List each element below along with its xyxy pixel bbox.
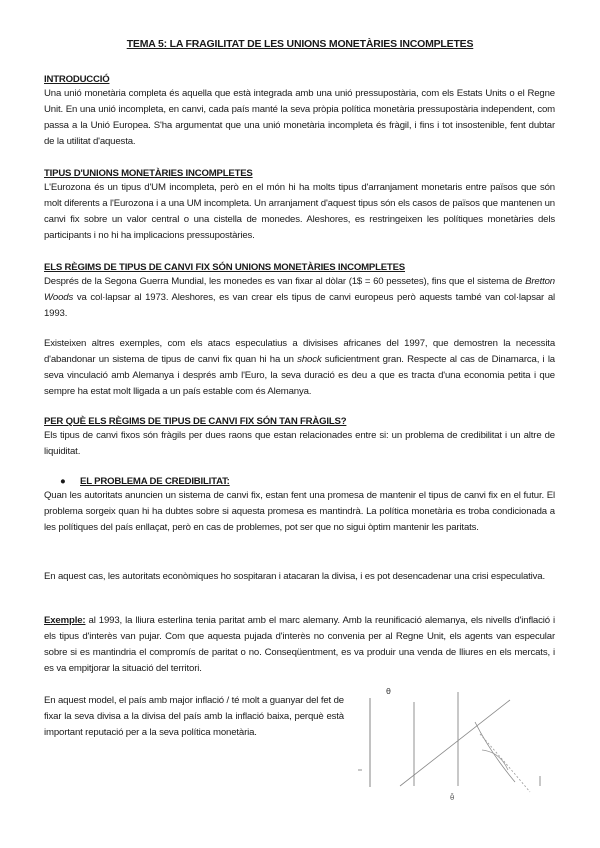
heading-regims-canvi-fix: ELS RÈGIMS DE TIPUS DE CANVI FIX SÓN UNIONS MONETÀRIES INCOMPLETES [44,262,405,273]
bretton-woods-italic: Bretton Woods [44,276,555,303]
graph-label-top: θ [386,687,391,696]
paragraph-model-inflacio: En aquest model, el país amb major inflació / té molt a guanyar del fet de fixar la seva divisa a la divisa del país amb la inflació baixa, perquè està important reputació per a la seva política monetària. [44,695,344,738]
graph-label-bottom: θ̄ [450,794,455,802]
graph-curve-2 [480,734,530,792]
paragraph-crisi-especulativa: En aquest cas, les autoritats econòmiques ho sospitaran i atacaran la divisa, i es pot desencadenar una crisi especulativa. [44,571,545,582]
heading-introduccio: INTRODUCCIÓ [44,74,110,85]
example-label: Exemple: [44,615,86,626]
paragraph-bretton-woods: Després de la Segona Guerra Mundial, les monedes es van fixar al dòlar (1$ = 60 pessetes), fins que el sistema de Bretton Woods va col·lapsar al 1973. Aleshores, es van crear els tipus de canvi europeus però aquests també van col·lapsar al 1993. [44,276,555,319]
credibility-graph [340,682,560,802]
shock-italic: shock [297,354,322,365]
heading-tipus-unions: TIPUS D'UNIONS MONETÀRIES INCOMPLETES [44,168,253,179]
graph-curve-3 [482,750,508,770]
heading-per-que-fragils: PER QUÈ ELS RÈGIMS DE TIPUS DE CANVI FIX SÓN TAN FRÀGILS? [44,416,347,427]
page-title: TEMA 5: LA FRAGILITAT DE LES UNIONS MONETÀRIES INCOMPLETES [126,38,474,50]
paragraph-atacs-especulatius: Existeixen altres exemples, com els atacs especulatius a divisises africanes del 1997, que demostren la necessita d'abandonar un sistema de tipus de canvi fix quan hi ha un shock suficientment gran. Respecte al cas de Dinamarca, i la seva vinculació amb Alemanya i després amb l'Euro, la seva duració es deu a que es tracta d'una economia petita i que sempre ha estat molt lligada a un país estable com és Alemanya. [44,338,555,397]
bullet-label: EL PROBLEMA DE CREDIBILITAT: [80,476,230,487]
bullet-dot: ● [60,476,66,487]
paragraph-credibilitat: Quan les autoritats anuncien un sistema de canvi fix, estan fent una promesa de mantenir el tipus de canvi fix en el futur. El problema sorgeix quan hi ha dubtes sobre si aquesta promesa es mantindrà. La política monetària es troba condicionada a les polítiques del país enllaçat, però en cas de problemes, pot ser que no sigui òptim mantenir les paritats. [44,490,555,533]
paragraph-exemple: Exemple: al 1993, la lliura esterlina tenia paritat amb el marc alemany. Amb la reunificació alemanya, els nivells d'inflació i els tipus d'interès van pujar. Com que aquesta pujada d'interès no convenia per al Regne Unit, els agents van especular sobre si es mantindria el compromís de paritat o no. Conseqüentment, es va produir una venda de lliures en els mercats, i es va empitjorar la situació del territori. [44,615,555,674]
graph-diagonal [400,700,510,786]
bullet-credibilitat [60,476,230,487]
paragraph-tipus-unions: L'Eurozona és un tipus d'UM incompleta, però en el món hi ha molts tipus d'arranjament monetaris entre països que són molt diferents a l'Eurozona i a una UM incompleta. Un arranjament d'aquest tipus són els casos de països que mantenen un canvi fix sobre un valor central o una cistella de monedes. Aleshores, es restringeixen les polítiques monetàries dels participants i no hi ha implicacions pressupostàries. [44,182,555,241]
graph-curve-1 [475,722,515,782]
paragraph-fragilitat: Els tipus de canvi fixos són fràgils per dues raons que estan relacionades entre si: un problema de credibilitat i un altre de liquiditat. [44,430,555,457]
paragraph-introduccio: Una unió monetària completa és aquella que està integrada amb una unió pressupostària, com els Estats Units o el Regne Unit. En una unió incompleta, en canvi, cada país manté la seva pròpia política monetària pressupostària independent, com passa a la Unió Europea. S'ha argumentat que una unió monetària incompleta és fràgil, i fins i tot insostenible, fent dubtar de la utilitat d'aquesta. [44,88,555,147]
